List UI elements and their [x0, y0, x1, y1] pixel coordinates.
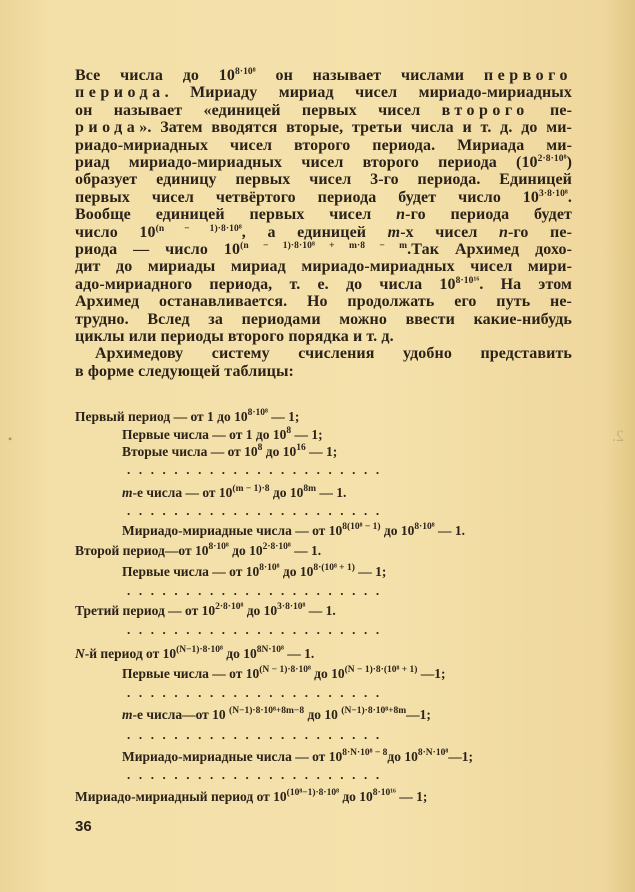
table-row-n-th-period-first-numbers	[122, 666, 446, 682]
table-row-second-period-first-numbers	[122, 564, 386, 580]
table-row-first-period	[75, 409, 299, 425]
text-run: — 1;	[267, 409, 300, 424]
ellipsis-row: ......................	[127, 622, 388, 637]
exponent: 8·10⁸	[234, 67, 256, 77]
table-row-first-numbers	[122, 427, 323, 443]
text-run: Мириадо-мириадные числа — от 10	[122, 523, 343, 538]
text-run: )	[566, 154, 572, 171]
text-run: , а единицей	[241, 223, 388, 241]
text-run: -го периода будет	[405, 206, 572, 224]
text-run: до 10	[387, 749, 418, 764]
exponent: (N − 1)·8·(10⁸ + 1)	[344, 665, 418, 675]
paragraph-line	[75, 311, 572, 329]
ellipsis-row: ......................	[127, 583, 388, 598]
text-run: Мириадо-мириадные числа — от 10	[122, 749, 343, 764]
paragraph-line	[75, 224, 572, 242]
paragraph-line	[75, 206, 572, 224]
text-run: — 1;	[291, 427, 323, 442]
exponent: 8·10⁸	[247, 408, 268, 418]
paragraph-line	[75, 345, 572, 363]
text-run: -е числа — от 10	[132, 485, 233, 500]
text-run: — 1.	[290, 543, 322, 558]
text-run: Мириадо-мириадный период от 10	[75, 789, 287, 804]
table-row-third-period	[75, 603, 336, 619]
text-run: -го пе-	[507, 223, 572, 241]
text-run: Первые числа — от 1 до 10	[122, 427, 287, 442]
text-run: до 10	[304, 707, 342, 722]
exponent: 8·N·10⁸ − 8	[342, 748, 388, 758]
text-run: адо-мириадного периода, т. е. до числа 10	[75, 275, 456, 293]
text-run: число 10	[75, 223, 156, 241]
text-run: Архимедову систему счисления удобно представить	[95, 345, 572, 363]
exponent: 8·(10⁸ + 1)	[313, 563, 355, 573]
ellipsis-row: ......................	[127, 727, 388, 742]
italic-variable: n	[498, 223, 508, 241]
text-run: .	[567, 188, 572, 206]
text-run: до 10	[279, 564, 314, 579]
italic-variable: m	[387, 223, 401, 241]
text-run: —1;	[448, 749, 473, 764]
exponent: (m − 1)·8	[232, 484, 270, 494]
text-run: — 1;	[395, 789, 428, 804]
text-run: до 10	[380, 523, 415, 538]
text-run: . На этом	[479, 275, 572, 293]
text-run: — 1.	[283, 646, 315, 661]
table-row-n-th-period	[75, 646, 314, 662]
exponent: (n − 1)·8·10⁸ + m·8 − m	[240, 241, 408, 251]
table-row-second-period	[75, 543, 321, 559]
text-run: до 10	[228, 543, 263, 558]
text-run: — 1;	[305, 444, 338, 459]
exponent: 8(10⁸ − 1)	[342, 522, 381, 532]
exponent: 8·10⁸	[208, 542, 229, 552]
paragraph-line	[75, 67, 572, 85]
table-row-n-th-period-myriad-numbers	[122, 749, 473, 765]
ellipsis-row: ......................	[127, 685, 388, 700]
text-run: — 1.	[316, 485, 347, 500]
text-run: . Мириаду мириад чисел мириадо-мириадных	[164, 84, 572, 102]
text-run: он называет числами	[255, 67, 484, 84]
exponent: 2·8·10⁸	[215, 602, 244, 612]
italic-variable: n	[396, 206, 406, 224]
text-run: Архимед останавливается. Но продолжать его путь не-	[75, 293, 572, 311]
exponent: 8·10¹⁶	[455, 275, 480, 286]
exponent: (n − 1)·8·10⁸	[155, 223, 242, 234]
exponent: 3·8·10⁸	[277, 602, 306, 612]
page-number: 36	[75, 818, 92, 835]
spaced-emphasis: риода	[75, 119, 140, 137]
text-run: Второй период—от 10	[75, 543, 209, 558]
paragraph-line	[75, 293, 572, 311]
exponent: 8m	[303, 484, 317, 494]
text-run: ». Затем вводятся вторые, третьи числа и т. д. до ми-	[139, 119, 572, 137]
ellipsis-row: ......................	[127, 462, 388, 477]
text-run: циклы или периоды второго порядка и т. д.	[75, 328, 394, 345]
italic-variable: m	[122, 485, 133, 500]
scan-speck: •	[8, 432, 13, 446]
text-run: -е числа—от 10	[132, 707, 230, 722]
ellipsis-row: ......................	[127, 767, 388, 782]
paragraph-line	[75, 171, 572, 189]
paragraph-line	[75, 154, 572, 172]
text-run: —1;	[417, 666, 446, 681]
table-row-myriad-myriad-numbers	[122, 523, 465, 539]
text-run: Вторые числа — от 10	[122, 444, 258, 459]
exponent: 8N·10⁸	[256, 645, 284, 655]
text-run: .Так Архимед дохо-	[407, 241, 573, 258]
paragraph-line	[75, 328, 572, 346]
text-run: — 1;	[354, 564, 387, 579]
exponent: 2·8·10⁸	[537, 154, 567, 164]
paragraph-line	[75, 102, 572, 120]
table-row-myriad-myriad-period	[75, 789, 427, 805]
text-run: образует единицу первых чисел 3-го периода. Единицей	[75, 171, 572, 189]
paragraph-line	[75, 276, 572, 294]
text-run: — 1.	[434, 523, 466, 538]
text-run: риад мириадо-мириадных чисел второго периода (10	[75, 154, 538, 171]
spaced-emphasis: периода	[75, 84, 165, 102]
text-run: Первые числа — от 10	[122, 666, 260, 681]
paragraph-line	[75, 137, 572, 155]
exponent: (N−1)·8·10⁸+8m−8	[229, 706, 305, 716]
table-row-m-th-numbers	[122, 485, 346, 501]
text-run: до 10	[262, 444, 297, 459]
exponent: 8	[257, 443, 263, 453]
table-row-second-numbers	[122, 444, 337, 460]
exponent: (10⁸−1)·8·10⁸	[286, 788, 339, 798]
text-run: риадо-мириадных чисел второго периода. Мириада ми-	[75, 136, 572, 154]
paragraph-line	[75, 189, 572, 207]
text-run: Вообще единицей первых чисел	[75, 206, 397, 224]
text-run: дит до мириады мириад мириадо-мириадных чисел мири-	[75, 258, 572, 276]
paragraph-line	[75, 84, 572, 102]
text-run: — 1.	[305, 603, 336, 618]
text-run: до 10	[243, 603, 278, 618]
exponent: 8·10⁸	[414, 522, 435, 532]
text-run: до 10	[310, 666, 345, 681]
bleed-through-text: 2.	[612, 428, 624, 445]
exponent: (N−1)·8·10⁸+8m	[341, 706, 407, 716]
italic-variable: N	[75, 646, 85, 661]
text-run: риода — число 10	[75, 241, 241, 258]
exponent: 8·N·10⁸	[417, 748, 449, 758]
exponent: 2·8·10⁸	[262, 542, 291, 552]
paragraph-line	[75, 241, 572, 259]
exponent: 8·10¹⁶	[372, 788, 396, 798]
paragraph-line	[75, 119, 572, 137]
text-run: Все числа до 10	[75, 67, 235, 84]
spaced-emphasis: второго	[441, 101, 529, 119]
text-run: до 10	[269, 485, 304, 500]
spaced-emphasis: первого	[483, 67, 573, 84]
text-run: -й период от 10	[84, 646, 177, 661]
text-run: Третий период — от 10	[75, 603, 216, 618]
text-run: —1;	[406, 707, 431, 722]
paragraph-line	[75, 363, 572, 381]
text-run: он называет «единицей первых чисел	[75, 101, 442, 119]
text-run: Первые числа — от 10	[122, 564, 260, 579]
text-run: в форме следующей таблицы:	[75, 362, 294, 380]
table-row-n-th-period-m-th-numbers	[122, 707, 431, 723]
text-run: пе-	[528, 101, 572, 119]
exponent: 8	[286, 426, 292, 436]
text-run: до 10	[338, 789, 373, 804]
exponent: 8·10⁸	[259, 563, 280, 573]
exponent: 16	[296, 443, 306, 453]
exponent: (N − 1)·8·10⁸	[259, 665, 311, 675]
exponent: (N−1)·8·10⁸	[176, 645, 223, 655]
text-run: Первый период — от 1 до 10	[75, 409, 248, 424]
text-run: первых чисел четвёртого периода будет число 10	[75, 188, 539, 206]
text-run: -х чисел	[400, 223, 499, 241]
paragraph-line	[75, 258, 572, 276]
ellipsis-row: ......................	[127, 503, 388, 518]
text-run: до 10	[222, 646, 257, 661]
italic-variable: m	[122, 707, 133, 722]
text-run: трудно. Вслед за периодами можно ввести какие-нибудь	[75, 310, 572, 328]
exponent: 3·8·10⁸	[539, 188, 568, 199]
